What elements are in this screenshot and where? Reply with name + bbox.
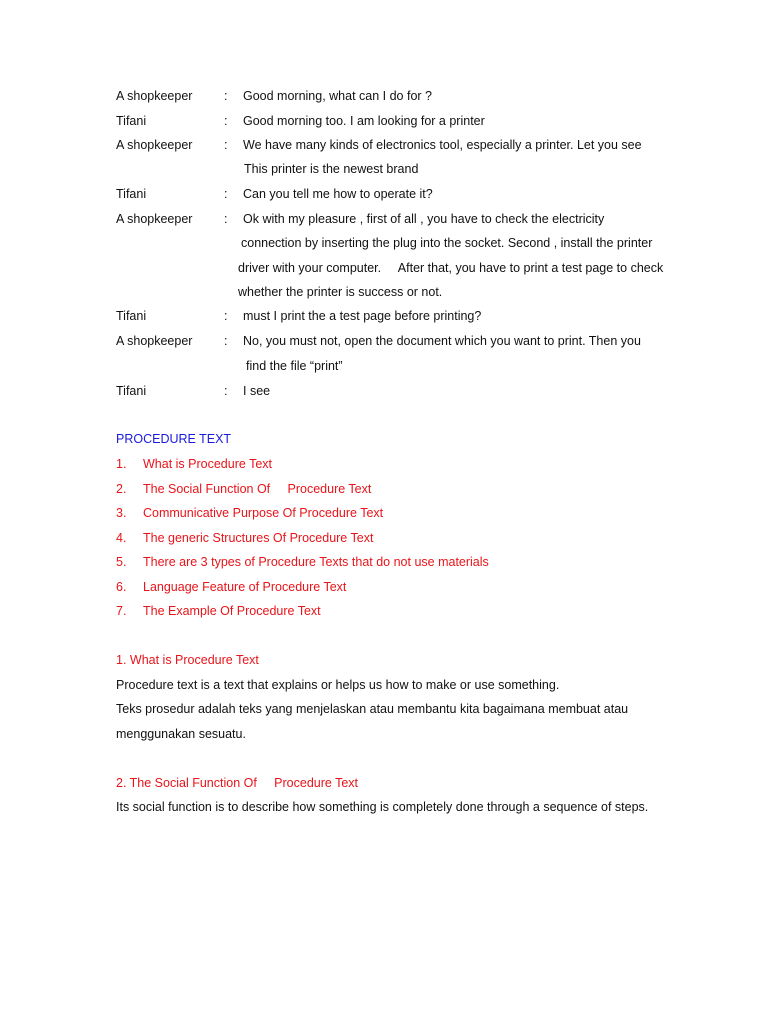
speaker-label: Tifani bbox=[116, 187, 147, 201]
toc-item: There are 3 types of Procedure Texts that do not use materials bbox=[143, 555, 489, 569]
dialogue-line: whether the printer is success or not. bbox=[238, 285, 443, 299]
dialogue-line: Ok with my pleasure , first of all , you have to check the electricity bbox=[243, 212, 605, 226]
procedure-heading: PROCEDURE TEXT bbox=[116, 432, 232, 446]
paragraph-line: Teks prosedur adalah teks yang menjelaskan atau membantu kita bagaimana membuat atau bbox=[116, 702, 629, 716]
paragraph-line: Procedure text is a text that explains or helps us how to make or use something. bbox=[116, 678, 560, 692]
speaker-colon: : bbox=[224, 384, 228, 398]
dialogue-line: I see bbox=[243, 384, 271, 398]
speaker-colon: : bbox=[224, 334, 228, 348]
toc-item: Communicative Purpose Of Procedure Text bbox=[143, 506, 384, 520]
toc-item: What is Procedure Text bbox=[143, 457, 272, 471]
dialogue-line: Good morning, what can I do for ? bbox=[243, 89, 432, 103]
toc-item: Language Feature of Procedure Text bbox=[143, 580, 347, 594]
toc-item: The Example Of Procedure Text bbox=[143, 604, 321, 618]
dialogue-line: connection by inserting the plug into the socket. Second , install the printer bbox=[241, 236, 653, 250]
speaker-label: A shopkeeper bbox=[116, 89, 193, 103]
dialogue-line: No, you must not, open the document which you want to print. Then you bbox=[243, 334, 641, 348]
speaker-colon: : bbox=[224, 212, 228, 226]
toc-number: 6. bbox=[116, 580, 127, 594]
speaker-label: A shopkeeper bbox=[116, 212, 193, 226]
speaker-label: A shopkeeper bbox=[116, 138, 193, 152]
speaker-colon: : bbox=[224, 187, 228, 201]
section-title: 1. What is Procedure Text bbox=[116, 653, 259, 667]
speaker-label: Tifani bbox=[116, 114, 147, 128]
speaker-label: Tifani bbox=[116, 309, 147, 323]
toc-number: 5. bbox=[116, 555, 127, 569]
speaker-colon: : bbox=[224, 89, 228, 103]
toc-item: The generic Structures Of Procedure Text bbox=[143, 531, 374, 545]
paragraph-line: Its social function is to describe how something is completely done through a sequence of steps. bbox=[116, 800, 649, 814]
section-title: 2. The Social Function Of Procedure Text bbox=[116, 776, 359, 790]
paragraph-line: menggunakan sesuatu. bbox=[116, 727, 246, 741]
toc-number: 4. bbox=[116, 531, 127, 545]
dialogue-line: Can you tell me how to operate it? bbox=[243, 187, 433, 201]
speaker-label: A shopkeeper bbox=[116, 334, 193, 348]
toc-number: 1. bbox=[116, 457, 127, 471]
speaker-colon: : bbox=[224, 138, 228, 152]
toc-number: 2. bbox=[116, 482, 127, 496]
toc-number: 3. bbox=[116, 506, 127, 520]
toc-item: The Social Function Of Procedure Text bbox=[143, 482, 372, 496]
dialogue-line: find the file “print” bbox=[246, 359, 343, 373]
speaker-colon: : bbox=[224, 309, 228, 323]
speaker-colon: : bbox=[224, 114, 228, 128]
dialogue-line: Good morning too. I am looking for a printer bbox=[243, 114, 485, 128]
dialogue-line: must I print the a test page before printing? bbox=[243, 309, 482, 323]
dialogue-line: We have many kinds of electronics tool, especially a printer. Let you see bbox=[243, 138, 642, 152]
speaker-label: Tifani bbox=[116, 384, 147, 398]
toc-number: 7. bbox=[116, 604, 127, 618]
dialogue-line: driver with your computer. After that, you have to print a test page to check bbox=[238, 261, 664, 275]
dialogue-line: This printer is the newest brand bbox=[244, 162, 419, 176]
